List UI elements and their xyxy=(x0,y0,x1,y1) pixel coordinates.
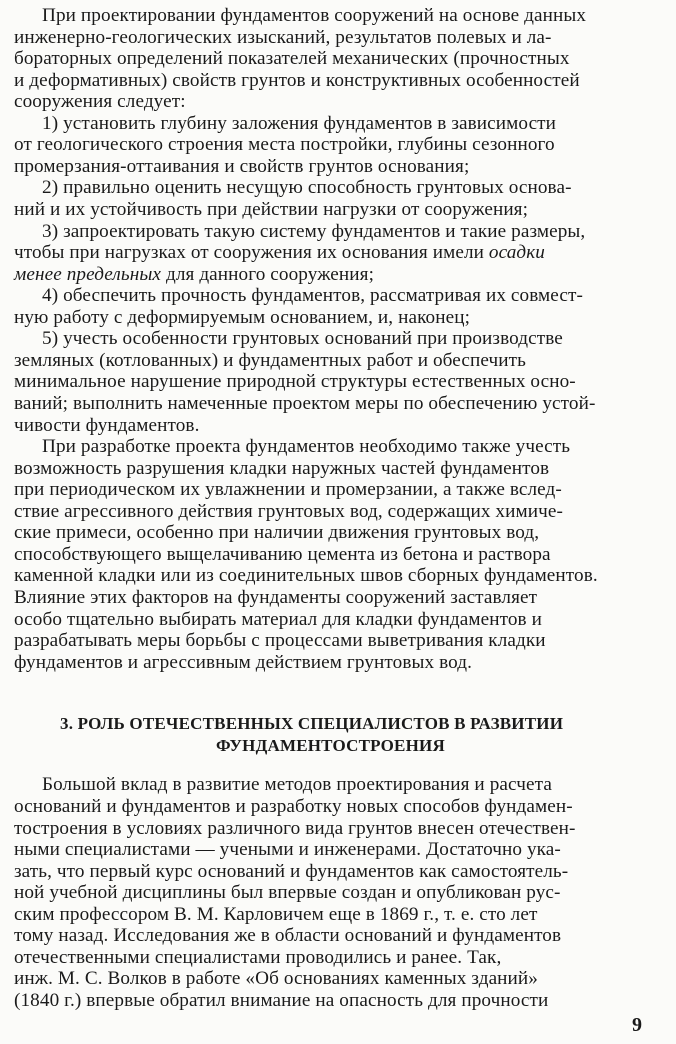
text-line: ными специалистами — учеными и инженерами. Достаточно ука- xyxy=(14,839,561,861)
text-line: ний и их устойчивость при действии нагрузки от сооружения; xyxy=(14,199,529,220)
text-line: 4) обеспечить прочность фундаментов, рассматривая их совмест- xyxy=(42,285,583,307)
text-line: 3) запроектировать такую систему фундаментов и такие размеры, xyxy=(42,220,586,242)
text-line: минимальное нарушение природной структуры естественных осно- xyxy=(14,371,576,393)
text-line: менее предельных для данного сооружения; xyxy=(14,263,375,285)
text-line: промерзания-оттаивания и свойств грунтов основания; xyxy=(14,155,470,177)
text-line: земляных (котлованных) и фундаментных работ и обеспечить xyxy=(14,349,526,371)
text-line: бораторных определений показателей механических (прочностных xyxy=(14,48,570,70)
text-line: от геологического строения места постройки, глубины сезонного xyxy=(14,134,555,156)
text-line: тому назад. Исследования же в области оснований и фундаментов xyxy=(14,925,562,947)
text-line: инж. М. С. Волков в работе «Об основаниях каменных зданий» xyxy=(14,968,538,990)
text-line: фундаментов и агрессивным действием грунтовых вод. xyxy=(14,651,473,673)
text-line: чивости фундаментов. xyxy=(14,414,200,436)
text-line: Влияние этих факторов на фундаменты сооружений заставляет xyxy=(14,587,538,608)
text-line: Большой вклад в развитие методов проектирования и расчета xyxy=(42,774,552,796)
text-line: ную работу с деформируемым основанием, и, наконец; xyxy=(14,306,470,328)
text-line: (1840 г.) впервые обратил внимание на опасность для прочности xyxy=(14,990,549,1011)
text-line: При проектировании фундаментов сооружений на основе данных xyxy=(42,5,587,26)
text-line: отечественными специалистами проводились и ранее. Так, xyxy=(14,946,502,968)
text-line: 2) правильно оценить несущую способность грунтовых основа- xyxy=(42,177,572,199)
text-line: ские примеси, особенно при наличии движения грунтовых вод, xyxy=(14,522,540,544)
text-line: ной учебной дисциплины был впервые создан и опубликован рус- xyxy=(14,882,561,904)
text-line: при периодическом их увлажнении и промерзании, а также вслед- xyxy=(14,479,562,501)
text-line: 5) учесть особенности грунтовых оснований при производстве xyxy=(42,328,563,350)
text-line: каменной кладки или из соединительных швов сборных фундаментов. xyxy=(14,565,598,587)
page-number: 9 xyxy=(632,1014,642,1036)
text-line: способствующего выщелачиванию цемента из бетона и раствора xyxy=(14,543,551,565)
text-line: оснований и фундаментов и разработку новых способов фундамен- xyxy=(14,796,573,817)
italic-term: осадки xyxy=(488,242,546,264)
text-line: зать, что первый курс оснований и фундаментов как самостоятель- xyxy=(14,860,569,882)
text-line: ствие агрессивного действия грунтовых вод, содержащих химиче- xyxy=(14,500,563,522)
text-line: особо тщательно выбирать материал для кладки фундаментов и xyxy=(14,608,542,630)
section-heading: ФУНДАМЕНТОСТРОЕНИЯ xyxy=(216,736,445,755)
text-line: ваний; выполнить намеченные проектом меры по обеспечению устой- xyxy=(14,393,596,414)
text-line: При разработке проекта фундаментов необходимо также учесть xyxy=(42,436,571,458)
text-line: и деформативных) свойств грунтов и конструктивных особенностей xyxy=(14,69,580,91)
text-line: тостроения в условиях различного вида грунтов внесен отечествен- xyxy=(14,817,576,839)
text-line: инженерно-геологических изысканий, результатов полевых и ла- xyxy=(14,26,552,48)
text-line: чтобы при нагрузках от сооружения их основания имели осадки xyxy=(14,242,546,264)
text-line: разрабатывать меры борьбы с процессами выветривания кладки xyxy=(14,630,546,652)
section-heading: 3. РОЛЬ ОТЕЧЕСТВЕННЫХ СПЕЦИАЛИСТОВ В РАЗВИТИИ xyxy=(60,713,564,733)
italic-term: менее предельных xyxy=(14,263,162,285)
text-line: 1) установить глубину заложения фундаментов в зависимости xyxy=(42,112,557,134)
text-line: ским профессором В. М. Карловичем еще в 1869 г., т. е. сто лет xyxy=(14,903,538,925)
text-line: возможность разрушения кладки наружных частей фундаментов xyxy=(14,457,550,479)
text-line: сооружения следует: xyxy=(14,91,186,113)
